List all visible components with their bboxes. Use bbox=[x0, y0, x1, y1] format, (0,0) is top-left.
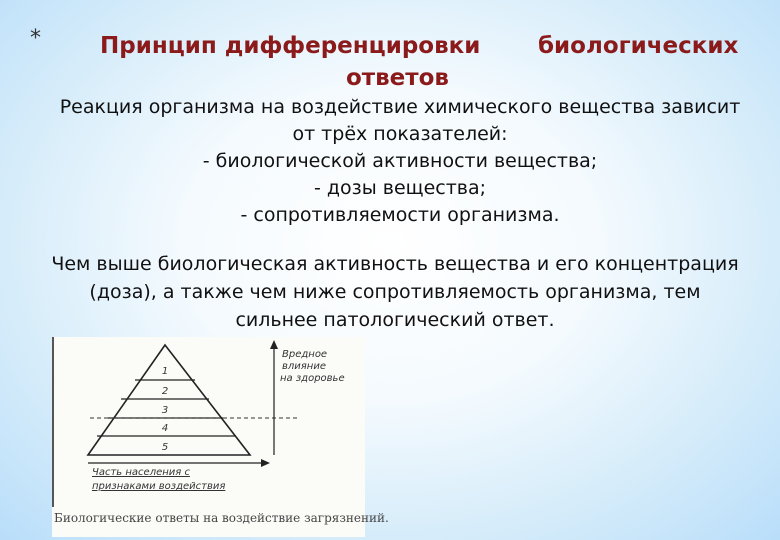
side-label-line: влияние bbox=[282, 361, 326, 372]
level-number: 3 bbox=[161, 405, 169, 416]
factors-line: от трёх показателей: bbox=[292, 123, 508, 145]
level-number: 1 bbox=[161, 366, 169, 377]
conclusion-line: сильнее патологический ответ. bbox=[235, 309, 555, 331]
conclusion-line: (доза), а также чем ниже сопротивляемость организма, тем bbox=[89, 281, 701, 303]
factors-line: - дозы вещества; bbox=[313, 177, 487, 199]
pyramid-diagram bbox=[52, 337, 365, 507]
title-part-3: ответов bbox=[346, 65, 449, 91]
arrow-head-icon bbox=[270, 340, 278, 349]
side-label-line: на здоровье bbox=[280, 373, 345, 384]
side-label-line: Вредное bbox=[282, 349, 328, 360]
level-number: 2 bbox=[161, 386, 169, 397]
bullet-star: * bbox=[30, 26, 41, 51]
arrow-head-icon bbox=[261, 459, 270, 467]
level-number: 4 bbox=[161, 423, 169, 434]
conclusion-paragraph bbox=[10, 250, 780, 334]
pyramid-figure bbox=[52, 337, 389, 537]
factors-line: - биологической активности вещества; bbox=[202, 150, 598, 172]
factors-line: Реакция организма на воздействие химического вещества зависит bbox=[59, 96, 741, 118]
pyramid-outline bbox=[88, 345, 250, 455]
bottom-label-line: признаками воздействия bbox=[92, 481, 226, 492]
level-number: 5 bbox=[161, 442, 169, 453]
conclusion-line: Чем выше биологическая активность вещества и его концентрация bbox=[51, 253, 739, 275]
title-part-2: биологических bbox=[538, 33, 739, 59]
bottom-label-line: Часть населения с bbox=[92, 467, 190, 478]
title-part-1: Принцип дифференцировки bbox=[100, 33, 481, 59]
figure-caption: Биологические ответы на воздействие загрязнений. bbox=[54, 511, 389, 525]
factors-paragraph bbox=[20, 94, 780, 229]
factors-line: - сопротивляемости организма. bbox=[240, 204, 560, 226]
